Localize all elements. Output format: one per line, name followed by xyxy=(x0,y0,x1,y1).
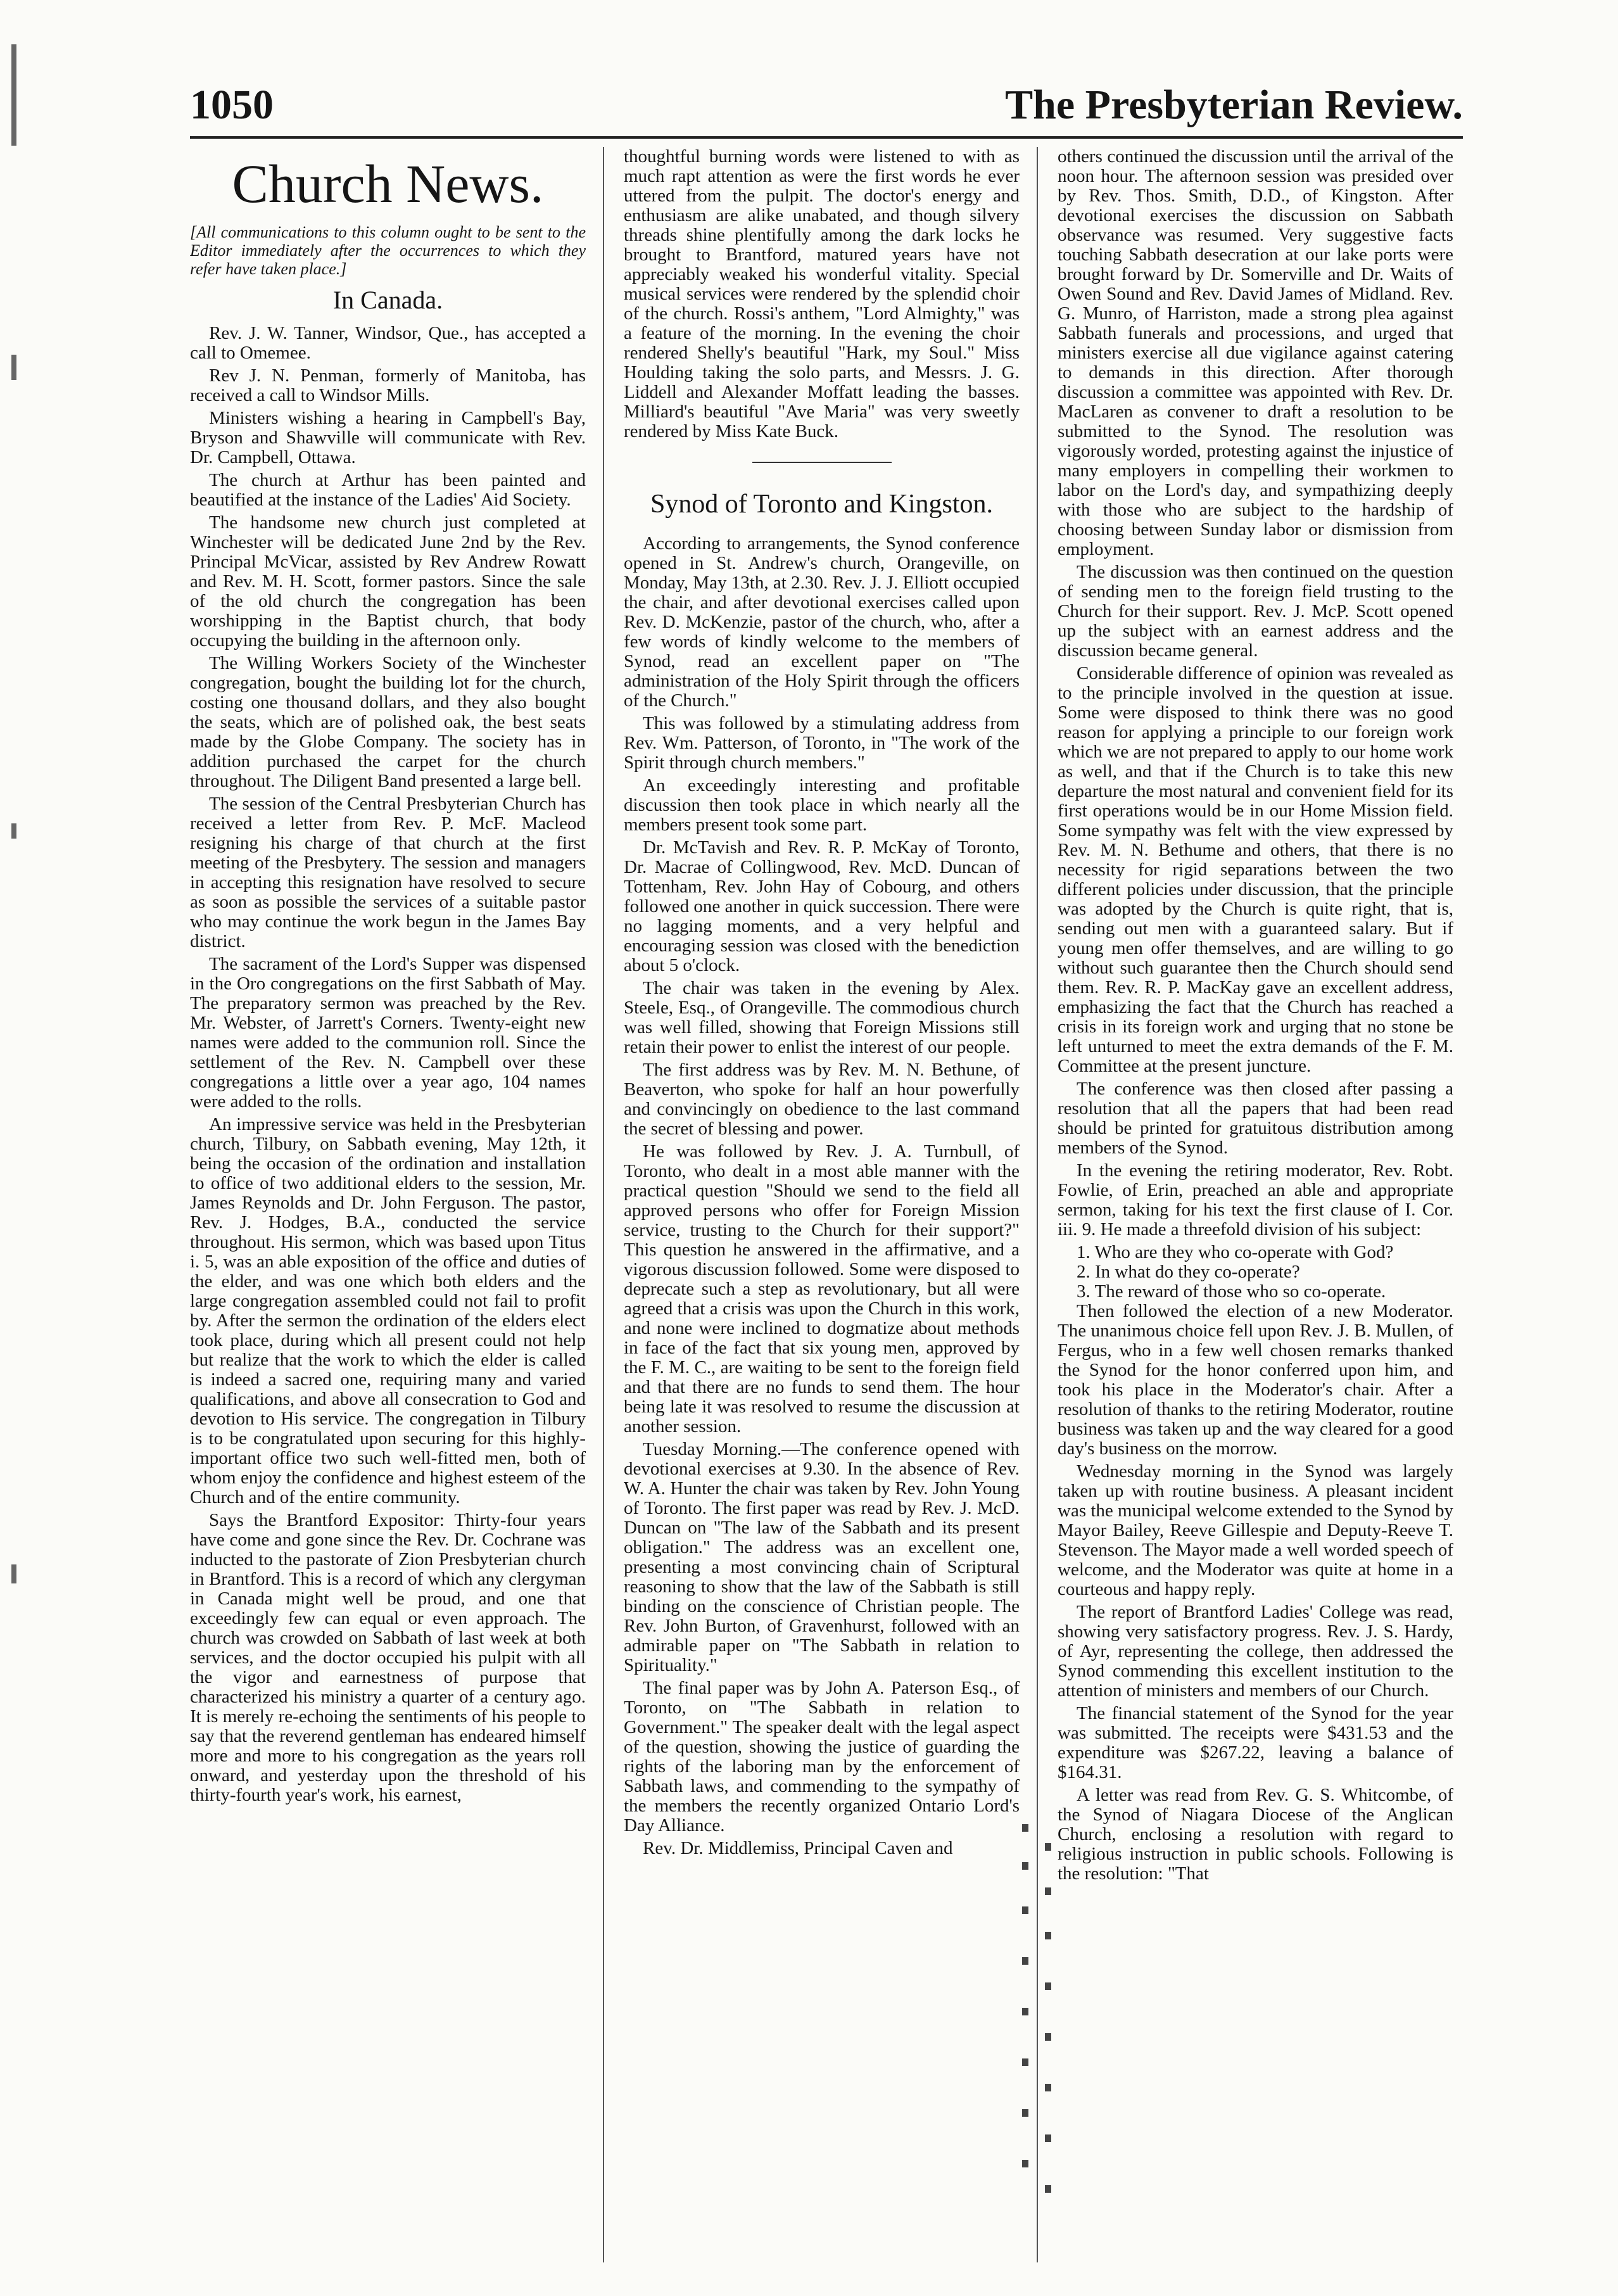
article-paragraph: The discussion was then continued on the question of sending men to the foreign field trusting to the Church for their support. Rev. J. McP. Scott opened up the subject with an earnest address and the discussion became general. xyxy=(1058,562,1453,661)
page-number: 1050 xyxy=(190,82,274,128)
article-paragraph: The report of Brantford Ladies' College was read, showing very satisfactory progress. Rev. J. S. Hardy, of Ayr, representing the college, then addressed the Synod commending this excellent institution to the attention of ministers and members of our Church. xyxy=(1058,1602,1453,1701)
news-paragraph: The session of the Central Presbyterian Church has received a letter from Rev. P. McF. Macleod resigning his charge of that church at the first meeting of the Presbytery. The session and managers in accepting this resignation have resolved to secure as soon as possible the services of a suitable pastor who may continue the work begun in the James Bay district. xyxy=(190,794,586,951)
article-paragraph: He was followed by Rev. J. A. Turnbull, of Toronto, who dealt in a most able manner with the practical question "Should we send to the field all approved persons who offer for Foreign Mission service, trusting to the Church for their support?" This question he answered in the affirmative, and a vigorous discussion followed. Some were disposed to deprecate such a step as revolutionary, but all were agreed that a crisis was upon the Church in this work, and none were inclined to dogmatize about methods in face of the fact that six young men, approved by the F. M. C., are waiting to be sent to the foreign field and that there are no funds to send them. The hour being late it was resolved to resume the discussion at another session. xyxy=(624,1141,1020,1437)
article-paragraph: The conference was then closed after passing a resolution that all the papers that had been read should be printed for gratuitous distribution among members of the Synod. xyxy=(1058,1079,1453,1158)
article-paragraph: The final paper was by John A. Paterson Esq., of Toronto, on "The Sabbath in relation to Government." The speaker dealt with the legal aspect of the question, showing the justice of guarding the rights of the laboring man by the enforcement of Sabbath laws, and commending to the sympathy of the members the recently organized Ontario Lord's Day Alliance. xyxy=(624,1678,1020,1836)
sermon-division-item: 2. In what do they co-operate? xyxy=(1077,1262,1300,1282)
column-rule xyxy=(603,147,604,2262)
binding-margin xyxy=(0,0,25,2296)
news-paragraph: An impressive service was held in the Presbyterian church, Tilbury, on Sabbath evening, May 12th, it being the occasion of the ordination and installation to office of two additional elders to the session, Mr. James Reynolds and Dr. John Ferguson. The pastor, Rev. J. Hodges, B.A., conducted the service throughout. His sermon, which was based upon Titus i. 5, was an able exposition of the office and duties of the elder, and was one which both elders and the large congregation assembled could not fail to profit by. After the sermon the ordination of the elders elect took place, during which all present could not help but realize that the work to which the elder is called is indeed a sacred one, requiring many and varied qualifications, and above all consecration to God and devotion to His service. The congregation in Tilbury is to be congratulated upon securing for this highly-important office two such well-fitted men, both of whom enjoy the confidence and highest esteem of the Church and of the entire community. xyxy=(190,1114,586,1507)
article-paragraph: The chair was taken in the evening by Alex. Steele, Esq., of Orangeville. The commodious church was well filled, showing that Foreign Missions still retain their power to enlist the interest of our people. xyxy=(624,978,1020,1057)
margin-mark xyxy=(11,44,16,146)
journal-title: The Presbyterian Review. xyxy=(1005,82,1463,128)
article-paragraph: A letter was read from Rev. G. S. Whitcombe, of the Synod of Niagara Diocese of the Anglican Church, enclosing a resolution with regard to religious instruction in public schools. Following is the resolution: "That xyxy=(1058,1785,1453,1884)
section-heading-synod: Synod of Toronto and Kingston. xyxy=(650,490,994,519)
article-paragraph: Considerable difference of opinion was revealed as to the principle involved in the question at issue. Some were disposed to think there was no good reason for applying a principle to our foreign work which we are not prepared to apply to our home work as well, and that if the Church is to take this new departure the most natural and convenient field for its first operations would be in our Home Mission field. Some sympathy was felt with the view expressed by Rev. M. N. Bethume and others, that there is no necessity for rigid separations between the two different policies under discussion, that the principle was adopted by the Church is quite right, that is, sending out men with a guaranteed salary. But if young men offer themselves, and are willing to go without such guarantee then the Church should send them. Rev. R. P. MacKay gave an excellent address, emphasizing the fact that the Church has reached a crisis in its foreign work and urging that no stone be left unturned to meet the extra demands of the F. M. Committee at the present juncture. xyxy=(1058,663,1453,1076)
margin-mark xyxy=(11,355,16,380)
column-2 xyxy=(624,147,1020,2262)
article-paragraph: In the evening the retiring moderator, Rev. Robt. Fowlie, of Erin, preached an able and appropriate sermon, taking for his text the first clause of I. Cor. iii. 9. He made a threefold division of his subject: xyxy=(1058,1160,1453,1240)
continuation-paragraph: thoughtful burning words were listened to with as much rapt attention as were the first words he ever uttered from the pulpit. The doctor's energy and enthusiasm are alike unabated, and though silvery threads shine plentifully among the dark locks he brought to Brantford, matured years have not appreciably weaked his wonderful vitality. Special musical services were rendered by the splendid choir of the church. Rossi's anthem, "Lord Almighty," was a feature of the morning. In the evening the choir rendered Shelly's beautiful "Hark, my Soul." Miss Houlding taking the solo parts, and Messrs. J. G. Liddell and Alexander Moffatt leading the basses. Milliard's beautiful "Ave Maria" was very sweetly rendered by Miss Kate Buck. xyxy=(624,147,1020,441)
margin-mark xyxy=(11,823,16,839)
column-3 xyxy=(1058,147,1453,2262)
sermon-division-item: 3. The reward of those who so co-operate. xyxy=(1077,1281,1386,1302)
column-rule xyxy=(1037,147,1038,2262)
article-paragraph: others continued the discussion until the arrival of the noon hour. The afternoon session was presided over by Rev. Thos. Smith, D.D., of Kingston. After devotional exercises the discussion on Sabbath observance was resumed. Very suggestive facts touching Sabbath desecration at our lake ports were brought forward by Dr. Somerville and Dr. Waits of Owen Sound and Rev. David James of Midland. Rev. G. Munro, of Harriston, made a strong plea against Sabbath funerals and processions, and urged that ministers exercise all due vigilance against catering to demands in this direction. After thorough discussion a committee was appointed with Rev. Dr. MacLaren as convener to draft a resolution to be submitted to the Synod. The resolution was vigorously worded, protesting against the injustice of many employers in compelling their workmen to labor on the Lord's day, and sympathizing deeply with those who are subject to the hardship of choosing between Sunday labor or dismission from employment. xyxy=(1058,147,1453,559)
section-heading-church-news: Church News. xyxy=(232,153,544,214)
binding-thread-marks xyxy=(1044,1824,1052,2198)
news-paragraph: The Willing Workers Society of the Winchester congregation, bought the building lot for the church, costing one thousand dollars, and they also bought the seats, which are of polished oak, the best seats made by the Globe Company. The society has in addition purchased the carpet for the church throughout. The Diligent Band presented a large bell. xyxy=(190,653,586,791)
article-paragraph: This was followed by a stimulating address from Rev. Wm. Patterson, of Toronto, in "The work of the Spirit through church members." xyxy=(624,713,1020,773)
news-paragraph: Ministers wishing a hearing in Campbell's Bay, Bryson and Shawville will communicate with Rev. Dr. Campbell, Ottawa. xyxy=(190,408,586,467)
news-paragraph: Rev. J. W. Tanner, Windsor, Que., has accepted a call to Omemee. xyxy=(190,323,586,363)
article-paragraph: The first address was by Rev. M. N. Bethune, of Beaverton, who spoke for half an hour powerfully and convincingly on obedience to the last command the secret of blessing and power. xyxy=(624,1060,1020,1139)
article-paragraph: Tuesday Morning.—The conference opened with devotional exercises at 9.30. In the absence of Rev. W. A. Hunter the chair was taken by Rev. John Young of Toronto. The first paper was read by Rev. J. McD. Duncan on "The law of the Sabbath and its present obligation." The address was an excellent one, presenting a most convincing chain of Scriptural reasoning to show that the law of the Sabbath is still binding on the conscience of Christian people. The Rev. John Burton, of Gravenhurst, followed with an admirable paper on "The Sabbath in relation to Spirituality." xyxy=(624,1439,1020,1675)
sermon-division-item: 1. Who are they who co-operate with God? xyxy=(1077,1242,1394,1262)
running-head xyxy=(190,81,1463,138)
article-paragraph: Then followed the election of a new Moderator. The unanimous choice fell upon Rev. J. B. Mullen, of Fergus, who in a few well chosen remarks thanked the Synod for the honor conferred upon him, and took his place in the Moderator's chair. After a resolution of thanks to the retiring Moderator, routine business was taken up and the way cleared for a good day's business on the morrow. xyxy=(1058,1301,1453,1459)
article-paragraph: The financial statement of the Synod for the year was submitted. The receipts were $431.53 and the expenditure was $267.22, leaving a balance of $164.31. xyxy=(1058,1703,1453,1782)
margin-mark xyxy=(11,1564,16,1583)
news-paragraph: Rev J. N. Penman, formerly of Manitoba, has received a call to Windsor Mills. xyxy=(190,365,586,405)
binding-thread-marks xyxy=(1021,1824,1030,2198)
article-paragraph: An exceedingly interesting and profitable discussion then took place in which nearly all the members present took some part. xyxy=(624,775,1020,835)
header-rule xyxy=(190,136,1463,139)
news-paragraph: The handsome new church just completed at Winchester will be dedicated June 2nd by the Rev. Principal McVicar, assisted by Rev Andrew Rowatt and Rev. M. H. Scott, former pastors. Since the sale of the old church the congregation has been worshipping in the Baptist church, that body occupying the building in the afternoon only. xyxy=(190,512,586,650)
article-paragraph: Dr. McTavish and Rev. R. P. McKay of Toronto, Dr. Macrae of Collingwood, Rev. McD. Duncan of Tottenham, Rev. John Hay of Cobourg, and others followed one another in quick succession. There were no lagging moments, and a very helpful and encouraging session was closed with the benediction about 5 o'clock. xyxy=(624,837,1020,975)
section-separator xyxy=(752,462,892,463)
article-paragraph: Wednesday morning in the Synod was largely taken up with routine business. A pleasant incident was the municipal welcome extended to the Synod by Mayor Bailey, Reeve Gillespie and Deputy-Reeve T. Stevenson. The Mayor made a well worded speech of welcome, and the Moderator was quite at home in a courteous and happy reply. xyxy=(1058,1461,1453,1599)
article-paragraph: Rev. Dr. Middlemiss, Principal Caven and xyxy=(643,1838,953,1858)
editorial-note: [All communications to this column ought to be sent to the Editor immediately after the occurrences to which they refer have taken place.] xyxy=(190,223,586,278)
news-paragraph: Says the Brantford Expositor: Thirty-four years have come and gone since the Rev. Dr. Cochrane was inducted to the pastorate of Zion Presbyterian church in Brantford. This is a record of which any clergyman in Canada might well be proud, and one that exceedingly few can equal or even approach. The church was crowded on Sabbath of last week at both services, and the doctor occupied his pulpit with all the vigor and earnestness of purpose that characterized his ministry a quarter of a century ago. It is merely re-echoing the sentiments of his people to say that the reverend gentleman has endeared himself more and more to his congregation as the years roll onward, and yesterday upon the threshold of his thirty-fourth year's work, his earnest, xyxy=(190,1510,586,1805)
column-1 xyxy=(190,147,586,2262)
news-paragraph: The church at Arthur has been painted and beautified at the instance of the Ladies' Aid Society. xyxy=(190,470,586,510)
article-paragraph: According to arrangements, the Synod conference opened in St. Andrew's church, Orangeville, on Monday, May 13th, at 2.30. Rev. J. J. Elliott occupied the chair, and after devotional exercises called upon Rev. D. McKenzie, pastor of the church, who, after a few words of kindly welcome to the members of Synod, read an excellent paper on "The administration of the Holy Spirit through the officers of the Church." xyxy=(624,533,1020,711)
subheading-in-canada: In Canada. xyxy=(332,286,443,314)
news-paragraph: The sacrament of the Lord's Supper was dispensed in the Oro congregations on the first Sabbath of May. The preparatory sermon was preached by the Rev. Mr. Webster, of Jarrett's Corners. Twenty-eight new names were added to the communion roll. Since the settlement of the Rev. N. Campbell over these congregations a little over a year ago, 104 names were added to the rolls. xyxy=(190,954,586,1112)
